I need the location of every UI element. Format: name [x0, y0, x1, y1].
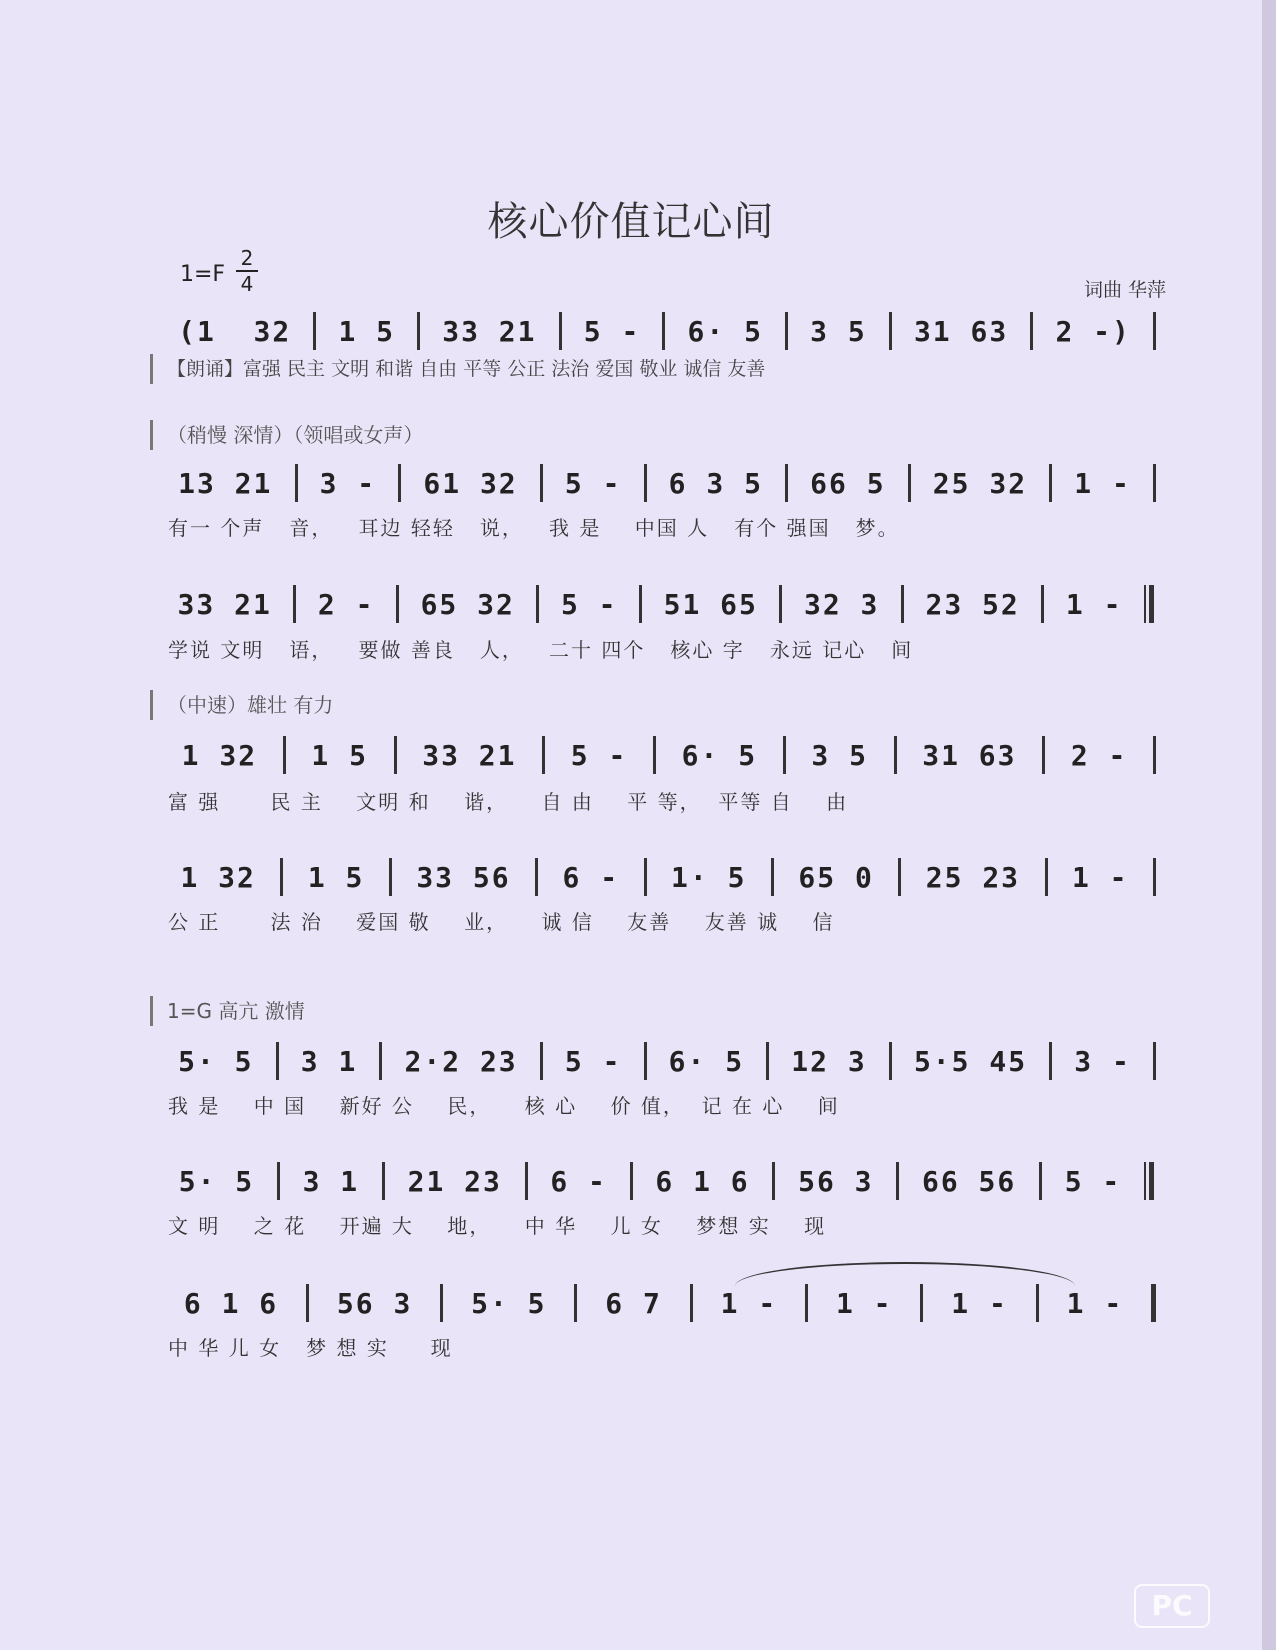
barline	[783, 736, 786, 774]
measure: 23 52	[925, 587, 1020, 621]
barline	[653, 736, 656, 774]
chorus-tempo-note: （中速）雄壮 有力	[150, 690, 333, 720]
measure: 32 3	[803, 587, 880, 621]
barline	[630, 1162, 633, 1200]
measure: 5 -	[1064, 1164, 1122, 1198]
barline	[639, 585, 642, 623]
measure: 61 32	[423, 466, 518, 500]
measure: 1 -	[1074, 466, 1131, 500]
barline	[1153, 858, 1156, 896]
measure: 5 -	[583, 314, 641, 348]
measure: 1 -	[835, 1286, 893, 1320]
barline	[540, 1042, 543, 1080]
measure: 6 -	[562, 860, 620, 894]
measure: 1 -	[951, 1286, 1008, 1320]
key-change-note: 1=G 高亢 激情	[150, 996, 305, 1026]
measure: 1 -	[1066, 1286, 1124, 1320]
barline	[908, 464, 911, 502]
barline	[894, 736, 897, 774]
measure: 1 32	[180, 860, 256, 894]
music-line-3	[165, 577, 1165, 631]
measure: 6 3 5	[668, 466, 763, 500]
barline	[293, 585, 296, 623]
measure: 5 -	[564, 1044, 622, 1078]
song-title: 核心价值记心间	[487, 199, 775, 245]
time-signature-bottom: 4	[240, 272, 254, 296]
measure: 6· 5	[687, 314, 763, 348]
measure: 5·5 45	[913, 1044, 1028, 1078]
measure: 6 7	[605, 1286, 662, 1320]
measure: 31 63	[913, 314, 1009, 348]
barline	[1039, 1162, 1042, 1200]
barline	[889, 312, 892, 350]
music-line-6	[165, 1034, 1165, 1088]
barline	[1036, 1284, 1039, 1322]
measure: 2 -	[317, 587, 375, 621]
measure: 5 -	[570, 738, 628, 772]
music-line-5	[165, 850, 1165, 904]
measure: 3 1	[302, 1164, 360, 1198]
barline	[1153, 312, 1156, 350]
composer-credit: 词曲 华萍	[1083, 279, 1166, 301]
barline	[772, 1162, 775, 1200]
barline	[1042, 736, 1045, 774]
measure: 51 65	[663, 587, 758, 621]
barline	[690, 1284, 693, 1322]
measure: 33 21	[422, 738, 517, 772]
measure: 5· 5	[178, 1044, 254, 1078]
measure: 66 5	[810, 466, 886, 500]
measure: 33 56	[416, 860, 511, 894]
barline	[1153, 1042, 1156, 1080]
watermark-logo: PC	[1134, 1584, 1210, 1628]
verse-tempo-note: （稍慢 深情）（领唱或女声）	[150, 420, 423, 450]
barline	[535, 858, 538, 896]
lyrics-line-8: 中 华 儿 女 梦 想 实 现	[168, 1336, 453, 1360]
measure: 2·2 23	[404, 1044, 518, 1078]
barline	[559, 312, 562, 350]
measure: 13 21	[178, 466, 273, 500]
measure: 6· 5	[668, 1044, 745, 1078]
measure: 3 5	[811, 738, 868, 772]
measure: 5 -	[560, 587, 618, 621]
measure: 66 56	[921, 1164, 1017, 1198]
barline	[771, 858, 774, 896]
barline	[417, 312, 420, 350]
measure: 3 -	[1074, 1044, 1131, 1078]
barline	[898, 858, 901, 896]
barline	[1049, 464, 1052, 502]
barline	[440, 1284, 443, 1322]
repeat-barline	[1144, 1162, 1156, 1200]
time-signature-top: 2	[240, 246, 254, 270]
measure: 6 -	[550, 1164, 607, 1198]
barline	[779, 585, 782, 623]
barline	[280, 858, 283, 896]
measure: 5 -	[564, 466, 622, 500]
barline	[662, 312, 665, 350]
barline	[766, 1042, 769, 1080]
barline	[1049, 1042, 1052, 1080]
measure: 56 3	[798, 1164, 874, 1198]
barline	[536, 585, 539, 623]
barline	[394, 736, 397, 774]
measure: 3 -	[319, 466, 377, 500]
barline	[396, 585, 399, 623]
measure: 2 -)	[1055, 314, 1131, 348]
final-barline	[1151, 1284, 1156, 1322]
measure: 25 32	[932, 466, 1028, 500]
measure: 6 1 6	[183, 1286, 279, 1320]
music-line-1	[165, 304, 1165, 358]
lyrics-line-7: 文 明 之 花 开遍 大 地， 中 华 儿 女 梦想 实 现	[168, 1214, 827, 1238]
measure: 3 1	[300, 1044, 358, 1078]
recitation-note: 【朗诵】富强 民主 文明 和谐 自由 平等 公正 法治 爱国 敬业 诚信 友善	[150, 354, 765, 384]
measure: (1 32	[178, 314, 292, 348]
barline	[277, 1162, 280, 1200]
music-line-7	[165, 1154, 1165, 1208]
barline	[540, 464, 543, 502]
barline	[896, 1162, 899, 1200]
lyrics-line-2: 有一 个声 音， 耳边 轻轻 说， 我 是 中国 人 有个 强国 梦。	[168, 516, 900, 540]
barline	[1045, 858, 1048, 896]
measure: 6· 5	[681, 738, 758, 772]
measure: 1· 5	[671, 860, 747, 894]
barline	[525, 1162, 528, 1200]
barline	[644, 858, 647, 896]
key-signature: 1=F	[180, 262, 226, 287]
measure: 1 5	[311, 738, 368, 772]
barline	[283, 736, 286, 774]
scan-edge	[1262, 0, 1276, 1650]
measure: 33 21	[177, 587, 272, 621]
barline	[785, 312, 788, 350]
barline	[785, 464, 788, 502]
measure: 2 -	[1070, 738, 1128, 772]
measure: 12 3	[791, 1044, 867, 1078]
barline	[389, 858, 392, 896]
barline	[398, 464, 401, 502]
music-line-4	[165, 728, 1165, 782]
measure: 5· 5	[178, 1164, 255, 1198]
barline	[542, 736, 545, 774]
measure: 1 -	[720, 1286, 778, 1320]
barline	[295, 464, 298, 502]
barline	[1153, 464, 1156, 502]
music-line-8	[165, 1276, 1165, 1330]
measure: 1 -	[1065, 587, 1123, 621]
lyrics-line-6: 我 是 中 国 新好 公 民， 核 心 价 值， 记 在 心 间	[168, 1094, 840, 1118]
barline	[313, 312, 316, 350]
barline	[920, 1284, 923, 1322]
barline	[644, 464, 647, 502]
barline	[306, 1284, 309, 1322]
measure: 56 3	[336, 1286, 413, 1320]
barline	[1030, 312, 1033, 350]
barline	[276, 1042, 279, 1080]
measure: 1 32	[181, 738, 258, 772]
barline	[901, 585, 904, 623]
measure: 1 5	[307, 860, 365, 894]
measure: 65 32	[420, 587, 515, 621]
measure: 25 23	[925, 860, 1021, 894]
barline	[574, 1284, 577, 1322]
measure: 1 -	[1071, 860, 1129, 894]
lyrics-line-5: 公 正 法 治 爱国 敬 业， 诚 信 友善 友善 诚 信	[168, 910, 835, 934]
lyrics-line-4: 富 强 民 主 文明 和 谐， 自 由 平 等， 平等 自 由	[168, 790, 849, 814]
measure: 31 63	[922, 738, 1017, 772]
barline	[805, 1284, 808, 1322]
music-line-2	[165, 456, 1165, 510]
lyrics-line-3: 学说 文明 语， 要做 善良 人， 二十 四个 核心 字 永远 记心 间	[168, 638, 914, 662]
barline	[889, 1042, 892, 1080]
barline	[644, 1042, 647, 1080]
time-signature	[236, 248, 258, 294]
barline	[382, 1162, 385, 1200]
repeat-barline	[1144, 585, 1156, 623]
barline	[1041, 585, 1044, 623]
measure: 33 21	[442, 314, 537, 348]
measure: 3 5	[810, 314, 867, 348]
measure: 1 5	[338, 314, 396, 348]
measure: 65 0	[798, 860, 874, 894]
measure: 5· 5	[471, 1286, 547, 1320]
barline	[379, 1042, 382, 1080]
barline	[1153, 736, 1156, 774]
measure: 21 23	[407, 1164, 502, 1198]
measure: 6 1 6	[655, 1164, 750, 1198]
